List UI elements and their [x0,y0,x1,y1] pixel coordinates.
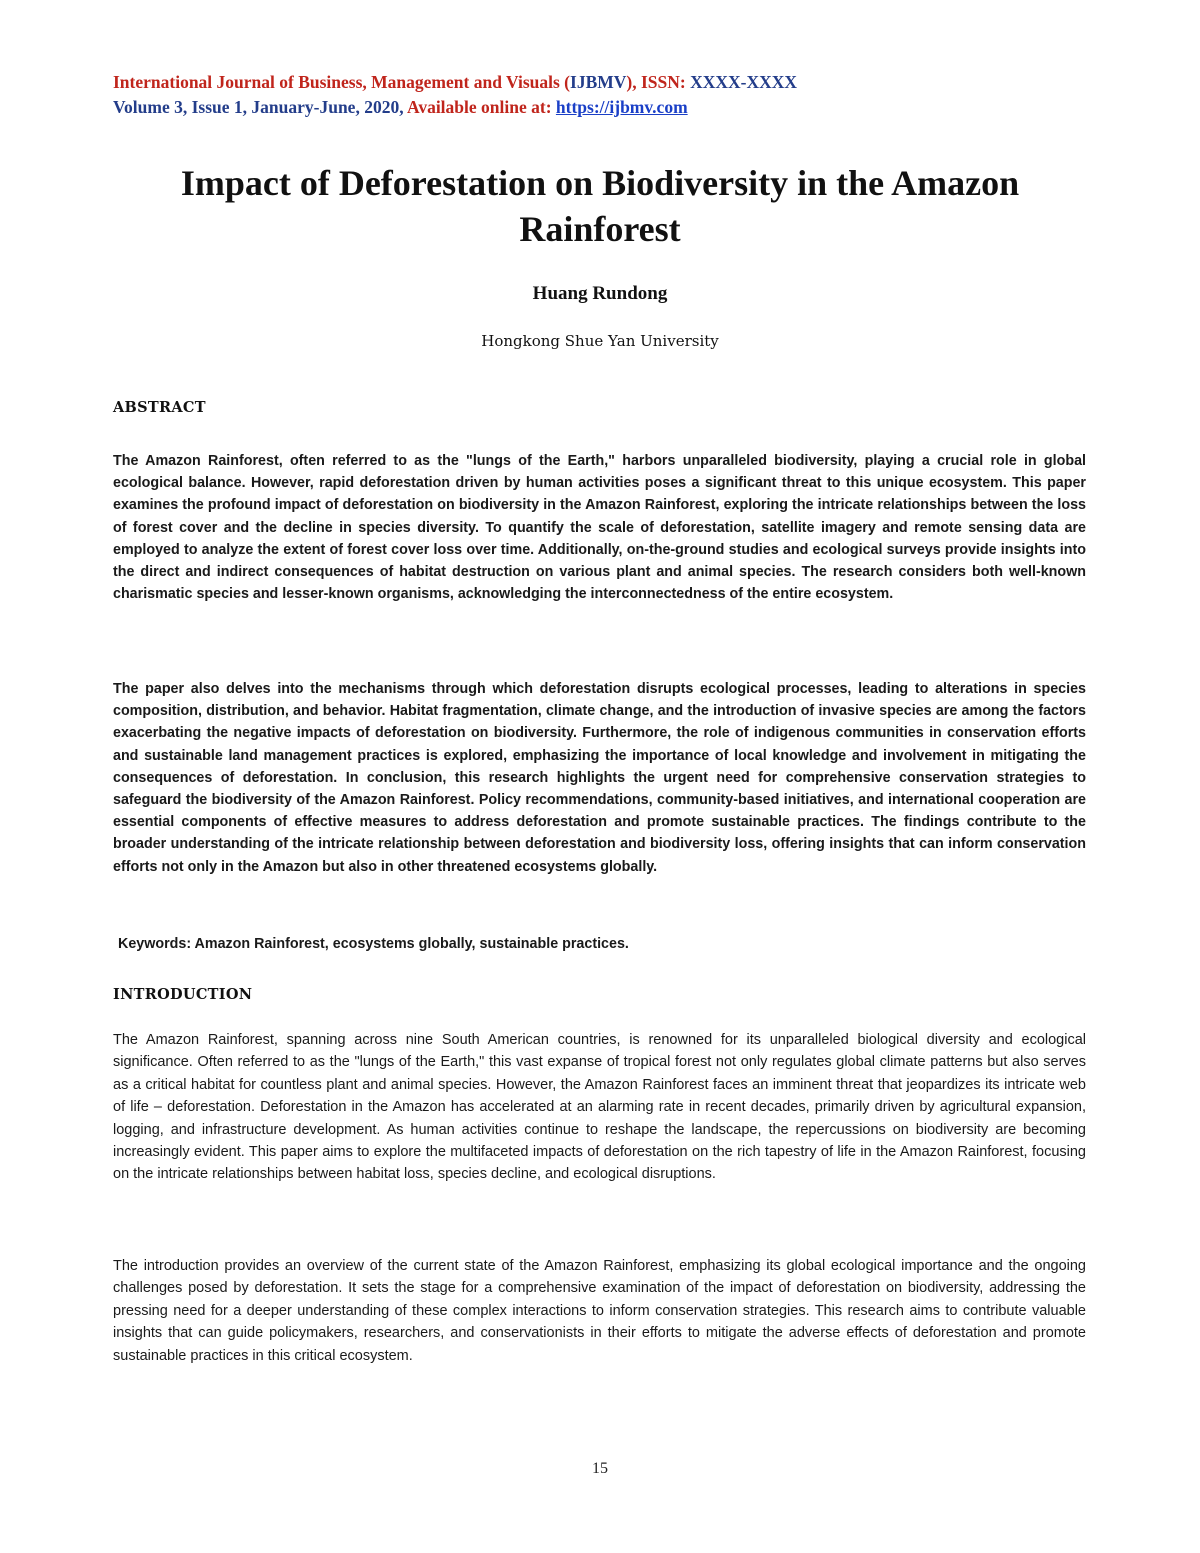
journal-header-line-1 [113,70,1093,95]
journal-url-link[interactable]: https://ijbmv.com [555,97,688,117]
introduction-paragraph-2: The introduction provides an overview of the current state of the Amazon Rainforest, emphasizing its global ecological importance and the ongoing challenges posed by deforestation. It sets the stage for a comprehensive examination of the impact of deforestation on biodiversity, addressing the pressing need for a deeper understanding of these complex interactions to inform conservation strategies. This research aims to contribute valuable insights that can guide policymakers, researchers, and conservationists in their efforts to mitigate the adverse effects of deforestation and promote sustainable practices in this critical ecosystem. [113,1258,1086,1364]
abstract-paragraph-1: The Amazon Rainforest, often referred to as the "lungs of the Earth," harbors unparalleled biodiversity, playing a crucial role in global ecological balance. However, rapid deforestation driven by human activities poses a significant threat to this unique ecosystem. This paper examines the profound impact of deforestation on biodiversity in the Amazon Rainforest, exploring the intricate relationships between the loss of forest cover and the decline in species diversity. To quantify the scale of deforestation, satellite imagery and remote sensing data are employed to analyze the extent of forest cover loss over time. Additionally, on-the-ground studies and ecological surveys provide insights into the direct and indirect consequences of habitat destruction on various plant and animal species. The research considers both well-known charismatic species and lesser-known organisms, acknowledging the interconnectedness of the entire ecosystem. [113,453,1086,603]
issn-label: ), ISSN: [626,72,691,92]
introduction-paragraph-1: The Amazon Rainforest, spanning across nine South American countries, is renowned for its unparalleled biological diversity and ecological significance. Often referred to as the "lungs of the Earth," this vast expanse of tropical forest not only regulates global climate patterns but also serves as a critical habitat for countless plant and animal species. However, the Amazon Rainforest faces an imminent threat that jeopardizes its intricate web of life – deforestation. Deforestation in the Amazon has accelerated at an alarming rate in recent decades, primarily driven by agricultural expansion, logging, and infrastructure development. As human activities continue to reshape the landscape, the repercussions on biodiversity are becoming increasingly evident. This paper aims to explore the multifaceted impacts of deforestation on the rich tapestry of life in the Amazon Rainforest, focusing on the intricate relationships between habitat loss, species decline, and ecological disruptions. [113,1032,1086,1183]
page-number: 15 [592,1460,608,1477]
journal-header [113,70,1093,120]
keywords: Keywords: Amazon Rainforest, ecosystems globally, sustainable practices. [118,936,629,952]
author-affiliation: Hongkong Shue Yan University [481,332,719,350]
journal-abbrev: IJBMV [570,72,627,92]
abstract-heading: ABSTRACT [113,399,206,416]
available-online-label: Available online at: [406,97,556,117]
journal-header-line-2 [113,95,1093,120]
author-name: Huang Rundong [532,283,668,304]
introduction-heading: INTRODUCTION [113,986,253,1003]
issn-value: XXXX-XXXX [690,72,798,92]
journal-name: International Journal of Business, Management and Visuals ( [113,72,571,92]
volume-info: Volume 3, Issue 1, January-June, 2020, [113,97,407,117]
abstract-paragraph-2: The paper also delves into the mechanisms through which deforestation disrupts ecological processes, leading to alterations in species composition, distribution, and behavior. Habitat fragmentation, climate change, and the introduction of invasive species are among the factors exacerbating the negative impacts of deforestation on biodiversity. Furthermore, the role of indigenous communities in conservation efforts and sustainable land management practices is explored, emphasizing the importance of local knowledge and involvement in mitigating the consequences of deforestation. In conclusion, this research highlights the urgent need for comprehensive conservation strategies to safeguard the biodiversity of the Amazon Rainforest. Policy recommendations, community-based initiatives, and international cooperation are essential components of effective measures to address deforestation and promote sustainable practices. The findings contribute to the broader understanding of the intricate relationship between deforestation and biodiversity loss, offering insights that can inform conservation efforts not only in the Amazon but also in other threatened ecosystems globally. [113,681,1086,875]
paper-title: Impact of Deforestation on Biodiversity in the Amazon Rainforest [180,163,1020,249]
